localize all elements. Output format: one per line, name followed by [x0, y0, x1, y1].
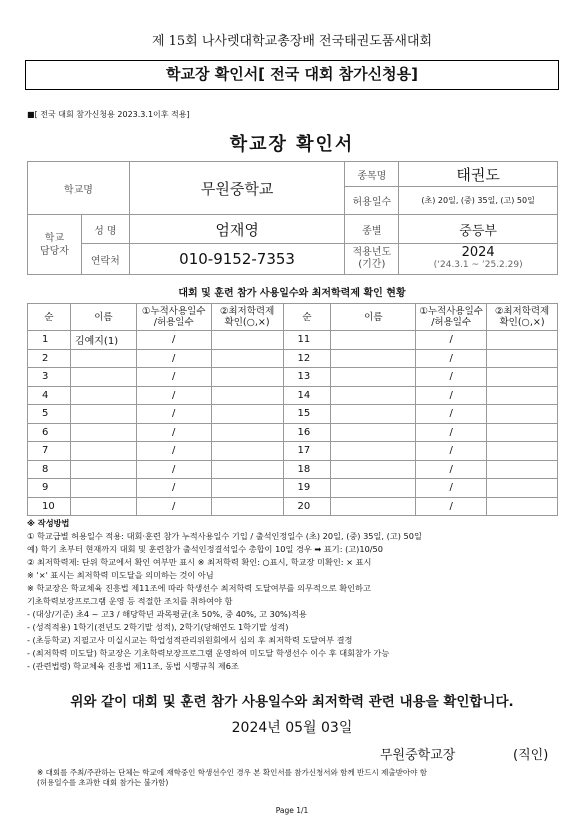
student-name [331, 442, 416, 461]
row-number: 3 [28, 368, 71, 387]
table-row [28, 386, 558, 405]
cumulative-days: / [416, 460, 487, 479]
table-row [28, 479, 558, 498]
instruction-line: ※ 학교장은 학교체육 진흥법 제11조에 따라 학생선수 최저학력 도달여부를 의무적으로 확인하고 [27, 583, 371, 593]
school-label: 학교명 [28, 162, 130, 215]
cumulative-days: / [416, 442, 487, 461]
row-number: 10 [28, 497, 71, 516]
academic-check [211, 405, 283, 424]
instruction-line: ① 학교급별 허용일수 적용: 대회·훈련 참가 누적사용일수 기입 / 출석인정일수 (초) 20일, (중) 35일, (고) 50일 [27, 531, 422, 541]
row-number: 17 [283, 442, 331, 461]
academic-check [487, 405, 558, 424]
applied-year: 2024 [461, 245, 495, 260]
academic-check [211, 331, 283, 350]
student-name [331, 497, 416, 516]
academic-check [211, 349, 283, 368]
student-name: 김예지(1) [70, 331, 136, 350]
status-section-title: 대회 및 훈련 참가 사용일수와 최저학력제 확인 현황 [178, 288, 406, 299]
student-name [70, 423, 136, 442]
year-label: 적용년도 (기간) [345, 244, 399, 275]
applied-period: (‘24.3.1 ~ ’25.2.29) [433, 260, 523, 270]
cumulative-days: / [136, 497, 211, 516]
principal-signature: 무원중학교장 [380, 748, 456, 763]
row-number: 5 [28, 405, 71, 424]
student-name [331, 386, 416, 405]
student-name [331, 368, 416, 387]
cumulative-days: / [136, 405, 211, 424]
allowed-days: (초) 20일, (중) 35일, (고) 50일 [399, 187, 558, 215]
cumulative-days: / [136, 368, 211, 387]
row-number: 6 [28, 423, 71, 442]
cumulative-days: / [136, 349, 211, 368]
table-row [28, 497, 558, 516]
col-no: 순 [283, 304, 331, 331]
col-name: 이름 [331, 304, 416, 331]
instruction-line: - (대상/기준) 초4 ~ 고3 / 해당학년 과목평균(초 50%, 중 40%, 고 30%)적용 [27, 609, 307, 619]
cumulative-days: / [136, 442, 211, 461]
row-number: 14 [283, 386, 331, 405]
table-row [28, 331, 558, 350]
academic-check [487, 368, 558, 387]
instruction-line: - (초등학교) 지필고사 미실시교는 학업성적관리위원회에서 심의 후 최저학력 도달여부 결정 [27, 635, 353, 645]
academic-check [211, 368, 283, 387]
col-no: 순 [28, 304, 71, 331]
instructions-heading: ※ 작성방법 [27, 518, 70, 528]
school-name: 무원중학교 [129, 162, 345, 215]
student-name [331, 405, 416, 424]
table-row [28, 442, 558, 461]
col-name: 이름 [70, 304, 136, 331]
academic-check [487, 479, 558, 498]
cumulative-days: / [416, 368, 487, 387]
academic-check [211, 460, 283, 479]
academic-check [487, 460, 558, 479]
student-name [331, 423, 416, 442]
row-number: 16 [283, 423, 331, 442]
confirmation-statement: 위와 같이 대회 및 훈련 참가 사용일수와 최저학력 관련 내용을 확인합니다. [70, 694, 514, 710]
division-label: 종별 [345, 215, 399, 244]
cumulative-days: / [416, 331, 487, 350]
row-number: 20 [283, 497, 331, 516]
row-number: 18 [283, 460, 331, 479]
instruction-line: - (성적적용) 1학기(전년도 2학기말 성적), 2학기(당해연도 1학기말 성적) [27, 622, 289, 632]
academic-check [211, 423, 283, 442]
event-title: 제 15회 나사렛대학교총장배 전국태권도품새대회 [151, 34, 433, 49]
cumulative-days: / [416, 386, 487, 405]
cumulative-days: / [416, 349, 487, 368]
academic-check [211, 442, 283, 461]
instructions [27, 517, 562, 673]
row-number: 15 [283, 405, 331, 424]
page-title: 학교장 확인서 [229, 134, 355, 155]
row-number: 8 [28, 460, 71, 479]
page-number: Page 1/1 [275, 806, 309, 815]
student-name [331, 331, 416, 350]
applicability-note: ■[ 전국 대회 참가신청용 2023.3.1이후 적용] [27, 110, 190, 119]
academic-check [487, 386, 558, 405]
academic-check [487, 442, 558, 461]
academic-check [487, 497, 558, 516]
student-name [70, 497, 136, 516]
row-number: 13 [283, 368, 331, 387]
student-name [331, 349, 416, 368]
document-date: 2024년 05월 03일 [231, 720, 353, 736]
instruction-line: ※ '×' 표시는 최저학력 미도달을 의미하는 것이 아님 [27, 570, 214, 580]
cumulative-days: / [416, 423, 487, 442]
academic-check [211, 479, 283, 498]
instruction-line: - (최저학력 미도달) 학교장은 기초학력보장프로그램 운영하여 미도달 학생선수 이수 후 대회참가 가능 [27, 648, 390, 658]
row-number: 19 [283, 479, 331, 498]
row-number: 11 [283, 331, 331, 350]
cumulative-days: / [136, 460, 211, 479]
col-academic: ②최저학력제 확인(○,×) [211, 304, 283, 331]
cumulative-days: / [136, 423, 211, 442]
cumulative-days: / [416, 405, 487, 424]
table-row [28, 423, 558, 442]
table-row [28, 460, 558, 479]
academic-check [487, 423, 558, 442]
footer-note: ※ 대회를 주최/주관하는 단체는 학교에 재학중인 학생선수인 경우 본 확인서를 참가신청서와 함께 반드시 제출받아야 함 (허용일수를 초과한 대회 참가는 불가함) [37, 768, 427, 787]
official-seal: (직인) [513, 748, 549, 763]
row-number: 1 [28, 331, 71, 350]
student-name [70, 460, 136, 479]
academic-check [211, 386, 283, 405]
staff-label: 학교 담당자 [28, 215, 82, 275]
cumulative-days: / [136, 331, 211, 350]
row-number: 2 [28, 349, 71, 368]
academic-check [487, 331, 558, 350]
row-number: 12 [283, 349, 331, 368]
student-name [70, 479, 136, 498]
instruction-line: ② 최저학력제: 단위 학교에서 확인 여부만 표시 ※ 최저학력 확인: ○표시, 학교장 미확인: × 표시 [27, 557, 372, 567]
document-banner: 학교장 확인서[ 전국 대회 참가신청용] [25, 60, 559, 90]
student-name [331, 460, 416, 479]
contact-label: 연락처 [81, 244, 129, 275]
name-label: 성 명 [81, 215, 129, 244]
student-name [70, 442, 136, 461]
contact-number: 010-9152-7353 [129, 244, 345, 275]
table-row [28, 349, 558, 368]
table-row [28, 405, 558, 424]
student-name [70, 368, 136, 387]
col-days: ①누적사용일수 /허용일수 [136, 304, 211, 331]
student-name [331, 479, 416, 498]
instruction-line: - (관련법령) 학교체육 진흥법 제11조, 동법 시행규칙 제6조 [27, 661, 239, 671]
cumulative-days: / [416, 497, 487, 516]
school-info-table [27, 161, 558, 275]
student-name [70, 349, 136, 368]
row-number: 9 [28, 479, 71, 498]
academic-check [211, 497, 283, 516]
event-name: 태권도 [399, 162, 558, 187]
status-table [27, 303, 558, 516]
student-name [70, 386, 136, 405]
academic-check [487, 349, 558, 368]
cumulative-days: / [416, 479, 487, 498]
cumulative-days: / [136, 479, 211, 498]
allowed-days-label: 허용일수 [345, 187, 399, 215]
division: 중등부 [399, 215, 558, 244]
instruction-line: 기초학력보장프로그램 운영 등 적절한 조치를 취하여야 함 [27, 596, 233, 606]
event-label: 종목명 [345, 162, 399, 187]
col-academic: ②최저학력제 확인(○,×) [487, 304, 558, 331]
cumulative-days: / [136, 386, 211, 405]
row-number: 4 [28, 386, 71, 405]
staff-name: 엄재영 [129, 215, 345, 244]
col-days: ①누적사용일수 /허용일수 [416, 304, 487, 331]
student-name [70, 405, 136, 424]
row-number: 7 [28, 442, 71, 461]
table-row [28, 368, 558, 387]
instruction-line: 예) 학기 초부터 현재까지 대회 및 훈련참가 출석인정결석일수 총합이 10일 경우 ➡ 표기: (고)10/50 [27, 544, 383, 554]
